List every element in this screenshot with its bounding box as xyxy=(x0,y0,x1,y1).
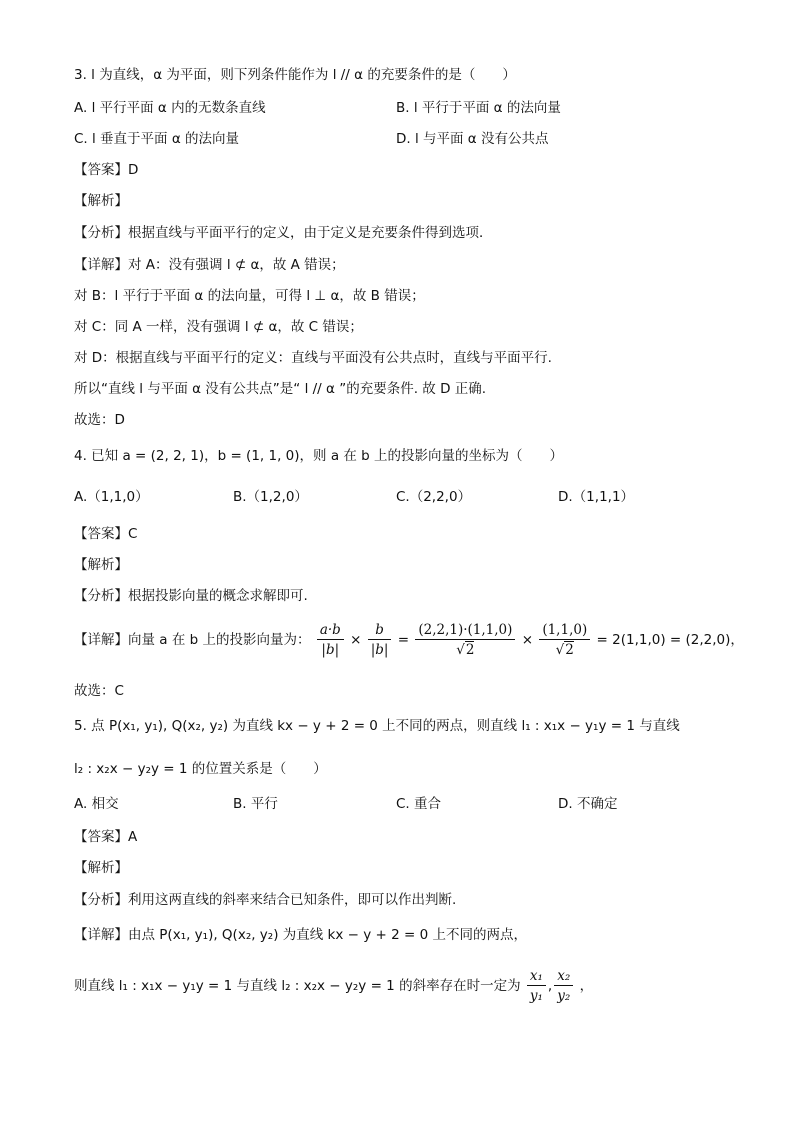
fraction-dot-over-norm: $\frac{a\cdot b}{|b|}$ xyxy=(317,621,344,660)
fraction-b-over-sqrt2: $\frac{(1,1,0)}{√2}$ xyxy=(539,621,590,660)
question-4-stem: 4. 已知 a = (2, 2, 1)，b = (1, 1, 0)，则 a 在 b 上的投影向量的坐标为（ ） xyxy=(74,448,564,464)
question-4-answer: 【答案】C xyxy=(74,526,138,542)
times-sign: × xyxy=(521,632,534,648)
fraction-dot-product-over-sqrt2: $\frac{(2,2,1)\cdot(1,1,0)}{√2}$ xyxy=(415,621,515,660)
slope-fraction-2: $\frac{\text{x₂}}{\text{y₂}}$ xyxy=(554,967,573,1006)
question-4-analysis: 【分析】根据投影向量的概念求解即可. xyxy=(74,588,308,604)
question-4-option-b: B.（1,2,0） xyxy=(233,489,308,505)
question-5-answer: 【答案】A xyxy=(74,829,138,845)
question-3-option-d: D. l 与平面 α 没有公共点 xyxy=(396,131,549,147)
question-5-option-b: B. 平行 xyxy=(233,796,278,812)
question-4-result: = 2(1,1,0) = (2,2,0)， xyxy=(596,632,744,648)
equals-sign: = xyxy=(397,632,410,648)
question-5-detail-2-suffix: ， xyxy=(579,978,594,994)
question-5-stem-line-1: 5. 点 P(x₁, y₁), Q(x₂, y₂) 为直线 kx − y + 2 = 0 上不同的两点，则直线 l₁ : x₁x − y₁y = 1 与直线 xyxy=(74,718,680,734)
question-3-detail-4: 对 D：根据直线与平面平行的定义：直线与平面没有公共点时，直线与平面平行. xyxy=(74,350,552,366)
question-3-detail-1: 【详解】对 A：没有强调 l ⊄ α，故 A 错误； xyxy=(74,257,345,273)
question-4-option-c: C.（2,2,0） xyxy=(396,489,472,505)
question-5-detail-2 xyxy=(74,966,593,1006)
question-5-detail-2-prefix: 则直线 l₁ : x₁x − y₁y = 1 与直线 l₂ : x₂x − y₂y = 1 的斜率存在时一定为 xyxy=(74,978,521,994)
question-3-answer: 【答案】D xyxy=(74,162,139,178)
question-5-detail-1: 【详解】由点 P(x₁, y₁), Q(x₂, y₂) 为直线 kx − y + 2 = 0 上不同的两点， xyxy=(74,927,528,943)
question-5-option-d: D. 不确定 xyxy=(558,796,618,812)
question-5-option-c: C. 重合 xyxy=(396,796,442,812)
question-5-option-a: A. 相交 xyxy=(74,796,119,812)
question-3-stem: 3. l 为直线，α 为平面，则下列条件能作为 l // α 的充要条件的是（ ） xyxy=(74,67,516,83)
slope-fraction-1: $\frac{\text{x₁}}{\text{y₁}}$ xyxy=(527,967,546,1006)
question-3-detail-2: 对 B：l 平行于平面 α 的法向量，可得 l ⊥ α，故 B 错误； xyxy=(74,288,425,304)
question-4-detail-formula xyxy=(74,620,744,660)
question-3-detail-3: 对 C：同 A 一样，没有强调 l ⊄ α，故 C 错误； xyxy=(74,319,363,335)
fraction-b-over-norm: $\frac{b}{|b|}$ xyxy=(368,621,392,660)
question-5-analysis: 【分析】利用这两直线的斜率来结合已知条件，即可以作出判断. xyxy=(74,892,457,908)
question-4-option-d: D.（1,1,1） xyxy=(558,489,635,505)
times-sign: × xyxy=(350,632,362,648)
question-4-option-a: A.（1,1,0） xyxy=(74,489,149,505)
question-3-choose: 故选：D xyxy=(74,412,125,428)
question-3-jiexi-label: 【解析】 xyxy=(74,193,128,209)
comma: , xyxy=(547,978,553,994)
question-5-jiexi-label: 【解析】 xyxy=(74,860,128,876)
question-3-option-c: C. l 垂直于平面 α 的法向量 xyxy=(74,131,240,147)
question-3-analysis: 【分析】根据直线与平面平行的定义，由于定义是充要条件得到选项． xyxy=(74,225,493,241)
question-4-jiexi-label: 【解析】 xyxy=(74,557,128,573)
question-4-choose: 故选：C xyxy=(74,683,124,699)
question-3-option-b: B. l 平行于平面 α 的法向量 xyxy=(396,100,561,116)
question-5-stem-line-2: l₂ : x₂x − y₂y = 1 的位置关系是（ ） xyxy=(74,761,327,777)
question-4-detail-prefix: 【详解】向量 a 在 b 上的投影向量为： xyxy=(74,632,311,648)
question-3-detail-5: 所以“直线 l 与平面 α 没有公共点”是“ l // α ”的充要条件. 故 D 正确. xyxy=(74,381,487,397)
question-3-option-a: A. l 平行平面 α 内的无数条直线 xyxy=(74,100,266,116)
